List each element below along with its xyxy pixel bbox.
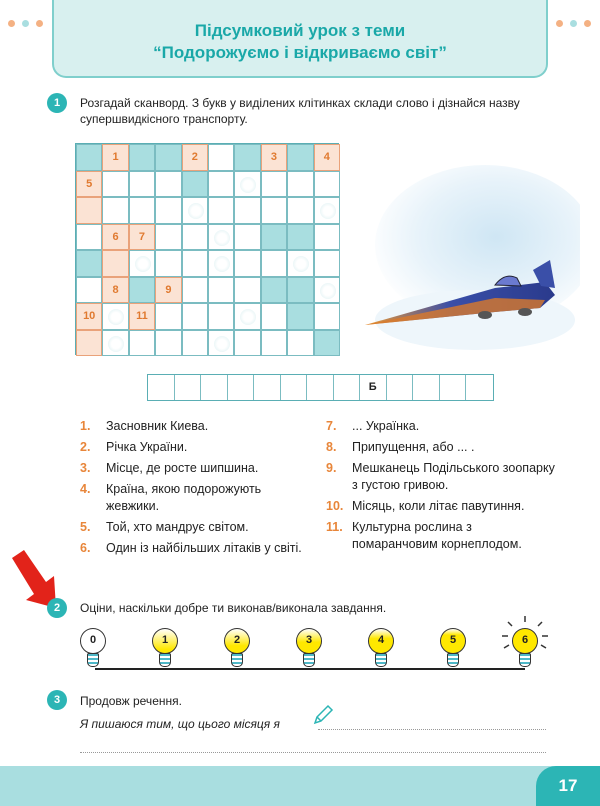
bulb-glass: 0 <box>80 628 106 654</box>
clue-text: Засновник Киева. <box>106 419 209 433</box>
clue-number-label: 8 <box>112 283 119 296</box>
crossword-cell[interactable] <box>76 224 102 251</box>
highlighted-cell-circle <box>108 336 124 352</box>
clue-text: Країна, якою подорожують жевжики. <box>106 482 262 513</box>
lesson-title-line2: “Подорожуємо і відкриваємо світ” <box>153 43 447 62</box>
crossword-cell[interactable] <box>155 277 181 304</box>
task3-number-badge: 3 <box>47 690 67 710</box>
clues-right-column <box>326 418 556 557</box>
crossword-cell[interactable] <box>102 277 128 304</box>
crossword-cell[interactable] <box>208 224 234 251</box>
highlighted-cell-circle <box>240 309 256 325</box>
answer-letter-cell[interactable]: Б <box>360 375 387 400</box>
highlighted-cell-circle <box>135 256 151 272</box>
crossword-cell[interactable] <box>261 250 287 277</box>
answer-letter-cell[interactable] <box>387 375 414 400</box>
crossword-cell[interactable] <box>129 250 155 277</box>
crossword-cell[interactable] <box>234 277 260 304</box>
crossword-cell[interactable] <box>155 144 181 171</box>
crossword-cell[interactable] <box>234 303 260 330</box>
rating-bulb-1[interactable] <box>152 628 178 672</box>
crossword-cell[interactable] <box>261 224 287 251</box>
crossword-grid <box>75 143 339 355</box>
crossword-cell[interactable] <box>76 197 102 224</box>
crossword-cell[interactable] <box>287 277 313 304</box>
answer-line-1[interactable] <box>318 729 546 730</box>
highlighted-cell-circle <box>214 336 230 352</box>
crossword-cell[interactable] <box>314 171 340 198</box>
clue-number: 4. <box>80 482 91 496</box>
crossword-cell[interactable] <box>261 171 287 198</box>
clue-number: 10. <box>326 499 344 513</box>
clue-item <box>326 498 556 515</box>
lesson-title-box <box>52 0 548 78</box>
clue-number-label: 3 <box>270 151 278 163</box>
task1-text: Розгадай сканворд. З букв у виділених клітинках склади слово і дізнайся назву супершвидкісного транспорту. <box>80 96 520 126</box>
clue-item <box>326 460 556 494</box>
crossword-cell[interactable] <box>314 224 340 251</box>
bulb-base <box>375 653 387 667</box>
crossword-cell[interactable] <box>76 250 102 277</box>
crossword-cell[interactable] <box>155 197 181 224</box>
crossword-cell[interactable] <box>182 250 208 277</box>
answer-letter-cell[interactable] <box>175 375 202 400</box>
crossword-cell[interactable] <box>182 197 208 224</box>
clue-number: 9. <box>326 461 337 475</box>
crossword-cell[interactable] <box>287 171 313 198</box>
crossword-cell[interactable] <box>234 330 260 357</box>
answer-letter-cell[interactable] <box>254 375 281 400</box>
answer-letter-cell[interactable] <box>228 375 255 400</box>
clue-text: Припущення, або ... . <box>352 440 475 454</box>
crossword-cell[interactable] <box>234 224 260 251</box>
answer-letter-cell[interactable] <box>440 375 467 400</box>
crossword-cell[interactable] <box>314 197 340 224</box>
clue-item <box>80 540 305 557</box>
bulb-glass: 2 <box>224 628 250 654</box>
task1-number-badge: 1 <box>47 93 67 113</box>
task2-number-badge: 2 <box>47 598 67 618</box>
light-rays-icon <box>500 616 550 656</box>
clue-text: Культурна рослина з помаранчовим корнеплодом. <box>352 520 522 551</box>
rocket-car-illustration <box>345 160 580 370</box>
rating-bulb-5[interactable] <box>440 628 466 672</box>
highlighted-cell-circle <box>240 177 256 193</box>
answer-letter-cell[interactable] <box>466 375 493 400</box>
rating-bulb-2[interactable] <box>224 628 250 672</box>
crossword-cell[interactable] <box>314 277 340 304</box>
rating-bulb-3[interactable] <box>296 628 322 672</box>
crossword-cell[interactable] <box>102 171 128 198</box>
crossword-cell[interactable] <box>208 197 234 224</box>
page-footer-band <box>0 766 600 806</box>
crossword-cell[interactable] <box>234 197 260 224</box>
self-assessment-scale <box>80 620 550 680</box>
answer-word-strip <box>147 374 494 401</box>
crossword-cell[interactable] <box>287 330 313 357</box>
crossword-cell[interactable] <box>129 277 155 304</box>
crossword-cell[interactable] <box>208 171 234 198</box>
crossword-cell[interactable] <box>76 303 102 330</box>
task3-text: Продовж речення. <box>80 694 182 708</box>
clue-item <box>326 519 556 553</box>
clue-number-label: 2 <box>191 151 198 163</box>
crossword-cell[interactable] <box>129 171 155 198</box>
clue-item <box>326 439 556 456</box>
clue-item <box>80 460 305 477</box>
crossword-cell[interactable] <box>155 171 181 198</box>
bulb-glass: 4 <box>368 628 394 654</box>
bulb-base <box>231 653 243 667</box>
crossword-cell[interactable] <box>129 303 155 330</box>
highlighted-cell-circle <box>188 203 204 219</box>
clue-number: 8. <box>326 440 337 454</box>
clue-number: 7. <box>326 419 337 433</box>
answer-letter-cell[interactable] <box>281 375 308 400</box>
clue-item <box>80 418 305 435</box>
crossword-cell[interactable] <box>314 303 340 330</box>
crossword-cell[interactable] <box>261 277 287 304</box>
clue-text: ... Українка. <box>352 419 420 433</box>
bulb-base <box>159 653 171 667</box>
clue-item <box>80 481 305 515</box>
clue-number: 3. <box>80 461 91 475</box>
crossword-cell[interactable] <box>314 330 340 357</box>
bulb-base <box>87 653 99 667</box>
crossword-cell[interactable] <box>129 144 155 171</box>
answer-letter-cell[interactable] <box>334 375 361 400</box>
crossword-cell[interactable] <box>182 277 208 304</box>
clue-text: Місяць, коли літає павутиння. <box>352 499 525 513</box>
highlighted-cell-circle <box>214 256 230 272</box>
rating-bulb-4[interactable] <box>368 628 394 672</box>
crossword-cell[interactable] <box>182 330 208 357</box>
bulb-glass: 3 <box>296 628 322 654</box>
crossword-cell[interactable] <box>261 144 287 171</box>
crossword-cell[interactable] <box>182 303 208 330</box>
clue-text: Один із найбільших літаків у світі. <box>106 541 302 555</box>
clue-text: Той, хто мандрує світом. <box>106 520 249 534</box>
crossword-cell[interactable] <box>102 250 128 277</box>
crossword-cell[interactable] <box>314 144 340 171</box>
clue-number: 1. <box>80 419 91 433</box>
clue-number-label: 6 <box>112 230 119 243</box>
highlighted-cell-circle <box>320 283 336 299</box>
crossword-cell[interactable] <box>234 144 260 171</box>
clue-number-label: 9 <box>165 283 172 296</box>
clue-text: Річка України. <box>106 440 188 454</box>
crossword-cell[interactable] <box>234 250 260 277</box>
rating-bulb-0[interactable] <box>80 628 106 672</box>
clue-number-label: 11 <box>136 310 148 322</box>
crossword-cell[interactable] <box>102 303 128 330</box>
clue-item <box>80 519 305 536</box>
answer-letter-cell[interactable] <box>307 375 334 400</box>
clue-item <box>326 418 556 435</box>
highlighted-cell-circle <box>108 309 124 325</box>
bulb-glass: 5 <box>440 628 466 654</box>
clue-number-label: 10 <box>83 310 96 322</box>
pencil-icon <box>312 704 334 726</box>
crossword-cell[interactable] <box>208 250 234 277</box>
clue-number-label: 7 <box>138 230 146 243</box>
crossword-cell[interactable] <box>102 330 128 357</box>
lesson-title-line1: Підсумковий урок з теми <box>194 21 406 40</box>
crossword-cell[interactable] <box>129 224 155 251</box>
crossword-cell[interactable] <box>155 224 181 251</box>
clue-number: 6. <box>80 541 91 555</box>
task2-text: Оціни, наскільки добре ти виконав/виконала завдання. <box>80 601 387 615</box>
crossword-cell[interactable] <box>234 171 260 198</box>
answer-letter-cell[interactable] <box>413 375 440 400</box>
clue-text: Мешканець Подільського зоопарку з густою гривою. <box>352 461 555 492</box>
crossword-cell[interactable] <box>155 330 181 357</box>
bulb-base <box>447 653 459 667</box>
page-number: 17 <box>536 766 600 806</box>
clue-number-label: 5 <box>86 177 93 190</box>
crossword-cell[interactable] <box>208 277 234 304</box>
clues-left-column <box>80 418 305 561</box>
crossword-cell[interactable] <box>129 330 155 357</box>
bulb-base <box>303 653 315 667</box>
crossword-cell[interactable] <box>261 197 287 224</box>
crossword-cell[interactable] <box>287 224 313 251</box>
crossword-cell[interactable] <box>208 330 234 357</box>
crossword-cell[interactable] <box>76 144 102 171</box>
crossword-cell[interactable] <box>261 303 287 330</box>
clue-number: 11. <box>326 520 343 534</box>
crossword-cell[interactable] <box>261 330 287 357</box>
crossword-cell[interactable] <box>287 197 313 224</box>
bulb-glass: 6 <box>512 628 538 654</box>
task3-sentence: Я пишаюся тим, що цього місяця я <box>80 717 280 731</box>
crossword-cell[interactable] <box>287 250 313 277</box>
crossword-cell[interactable] <box>208 144 234 171</box>
highlighted-cell-circle <box>214 230 230 246</box>
crossword-cell[interactable] <box>102 197 128 224</box>
crossword-cell[interactable] <box>287 144 313 171</box>
crossword-cell[interactable] <box>182 171 208 198</box>
crossword-cell[interactable] <box>76 277 102 304</box>
crossword-cell[interactable] <box>102 224 128 251</box>
clue-number: 2. <box>80 440 91 454</box>
crossword-cell[interactable] <box>102 144 128 171</box>
clue-item <box>80 439 305 456</box>
crossword-cell[interactable] <box>155 303 181 330</box>
crossword-cell[interactable] <box>129 197 155 224</box>
crossword-cell[interactable] <box>287 303 313 330</box>
crossword-cell[interactable] <box>76 330 102 357</box>
crossword-cell[interactable] <box>76 171 102 198</box>
answer-letter-cell[interactable] <box>148 375 175 400</box>
crossword-cell[interactable] <box>208 303 234 330</box>
highlighted-cell-circle <box>320 203 336 219</box>
crossword-cell[interactable] <box>314 250 340 277</box>
crossword-cell[interactable] <box>182 224 208 251</box>
answer-line-2[interactable] <box>80 752 546 753</box>
highlighted-cell-circle <box>293 256 309 272</box>
answer-letter-cell[interactable] <box>201 375 228 400</box>
clue-number-label: 4 <box>323 151 330 163</box>
clue-number-label: 1 <box>112 151 119 163</box>
clue-text: Місце, де росте шипшина. <box>106 461 259 475</box>
crossword-cell[interactable] <box>155 250 181 277</box>
bulb-glass: 1 <box>152 628 178 654</box>
crossword-cell[interactable] <box>182 144 208 171</box>
clue-number: 5. <box>80 520 91 534</box>
